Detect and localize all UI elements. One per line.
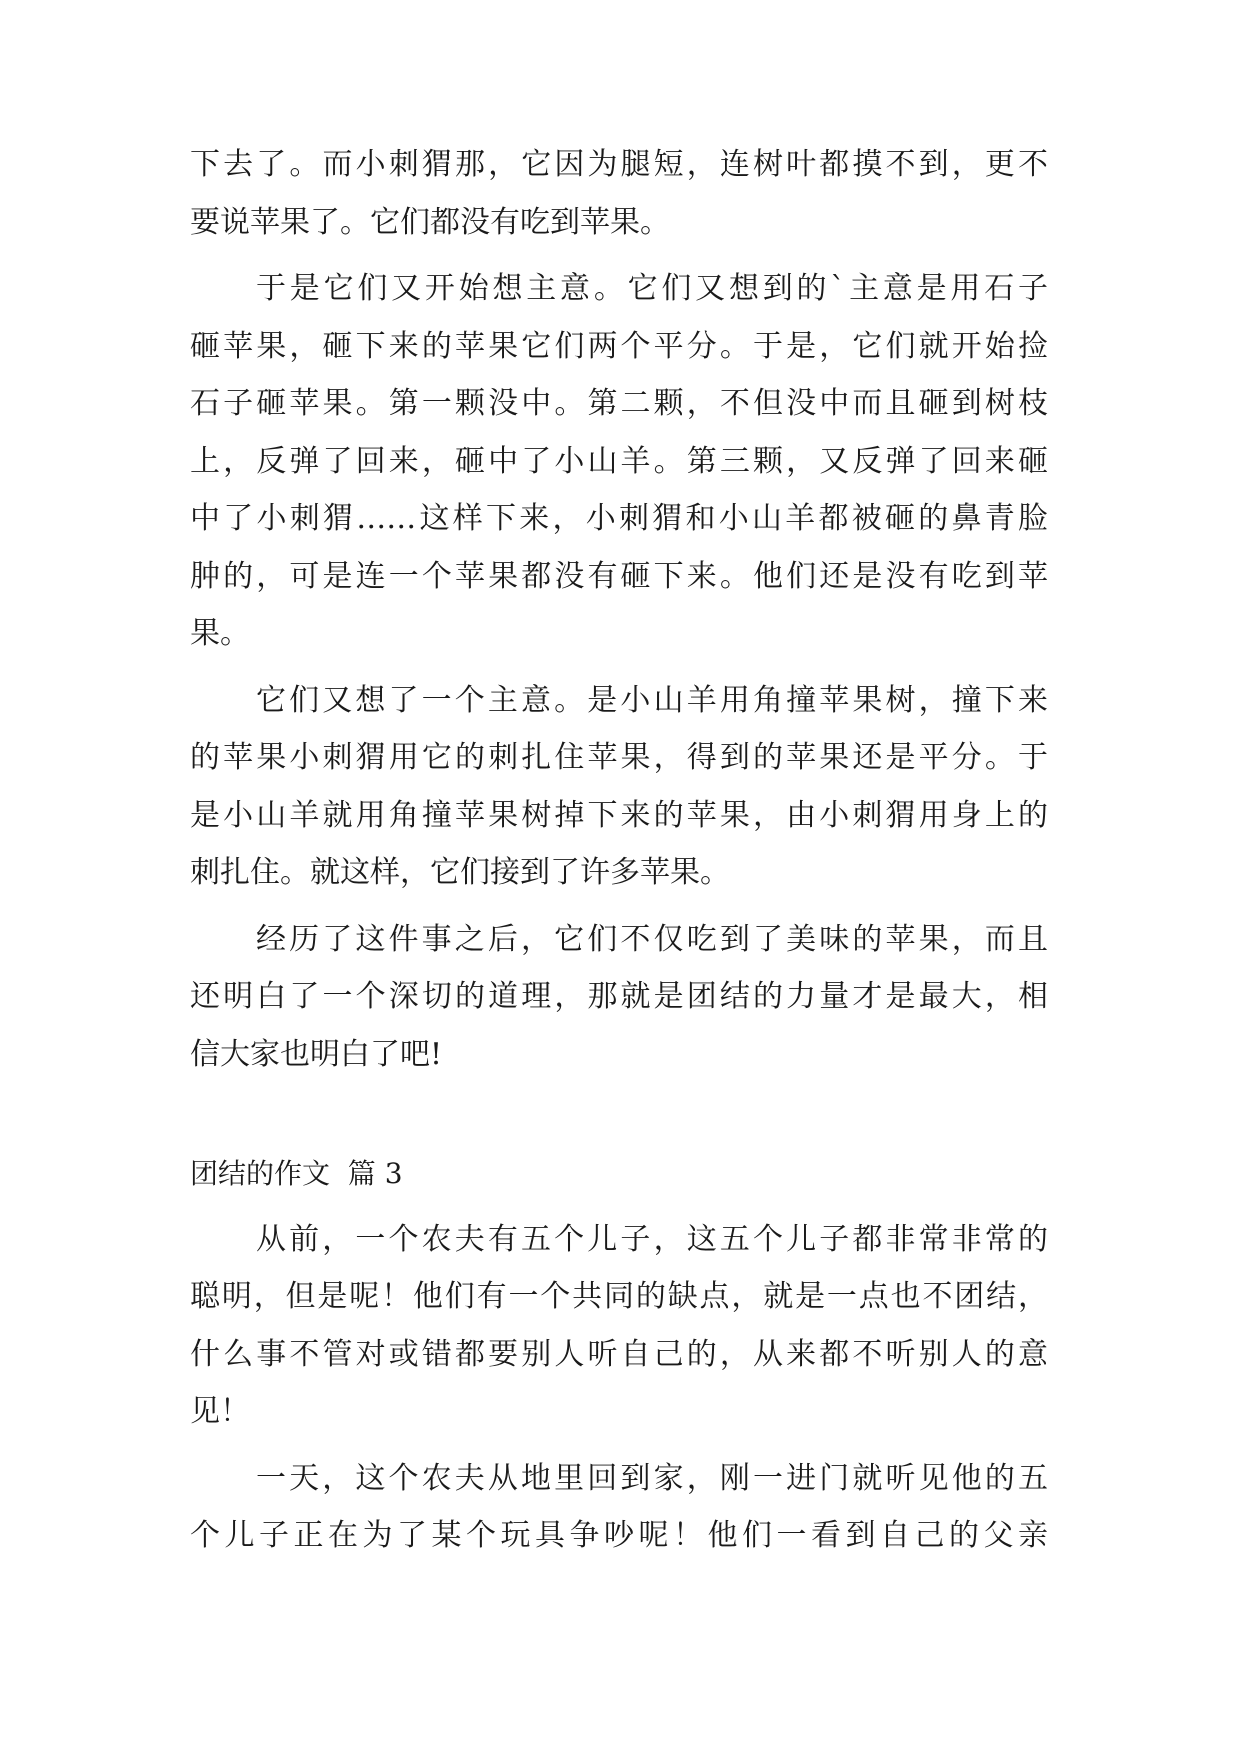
text-line: 聪明，但是呢！他们有一个共同的缺点，就是一点也不团结， (190, 1279, 1048, 1314)
text-line: 一天，这个农夫从地里回到家，刚一进门就听见他的五 (256, 1460, 1048, 1496)
text-line: 个儿子正在为了某个玩具争吵呢！他们一看到自己的父亲 (190, 1518, 1048, 1553)
text-line: 是小山羊就用角撞苹果树掉下来的苹果，由小刺猬用身上的 (190, 797, 1048, 833)
text-line: 上，反弹了回来，砸中了小山羊。第三颗，又反弹了回来砸 (190, 443, 1048, 479)
text-line: 信大家也明白了吧! (190, 1036, 443, 1072)
paragraph (190, 672, 1048, 902)
section-heading: 团结的作文 篇 3 (190, 1157, 403, 1190)
text-line: 石子砸苹果。第一颗没中。第二颗，不但没中而且砸到树枝 (190, 386, 1048, 421)
text-line: 什么事不管对或错都要别人听自己的，从来都不听别人的意 (190, 1336, 1048, 1372)
text-line: 中了小刺猬……这样下来，小刺猬和小山羊都被砸的鼻青脸 (190, 501, 1048, 536)
paragraph (190, 911, 1048, 1084)
paragraph (190, 1211, 1048, 1441)
text-line: 从前，一个农夫有五个儿子，这五个儿子都非常非常的 (256, 1221, 1048, 1257)
text-line: 刺扎住。就这样，它们接到了许多苹果。 (190, 855, 730, 890)
paragraph (190, 1450, 1048, 1565)
document-page (190, 136, 1048, 1565)
paragraph (190, 136, 1048, 251)
text-line: 见！ (190, 1394, 250, 1429)
text-line: 肿的，可是连一个苹果都没有砸下来。他们还是没有吃到苹 (190, 558, 1048, 594)
text-line: 果。 (190, 616, 250, 651)
text-line: 的苹果小刺猬用它的刺扎住苹果，得到的苹果还是平分。于 (190, 740, 1048, 775)
paragraph (190, 260, 1048, 663)
text-line: 砸苹果，砸下来的苹果它们两个平分。于是，它们就开始捡 (190, 328, 1048, 364)
text-line: 要说苹果了。它们都没有吃到苹果。 (190, 204, 670, 240)
text-line: 于是它们又开始想主意。它们又想到的`主意是用石子 (256, 271, 1048, 306)
text-line: 下去了。而小刺猬那，它因为腿短，连树叶都摸不到，更不 (190, 147, 1048, 182)
text-line: 经历了这件事之后，它们不仅吃到了美味的苹果，而且 (256, 921, 1048, 957)
text-line: 还明白了一个深切的道理，那就是团结的力量才是最大，相 (190, 979, 1048, 1014)
text-line: 它们又想了一个主意。是小山羊用角撞苹果树，撞下来 (256, 682, 1048, 718)
